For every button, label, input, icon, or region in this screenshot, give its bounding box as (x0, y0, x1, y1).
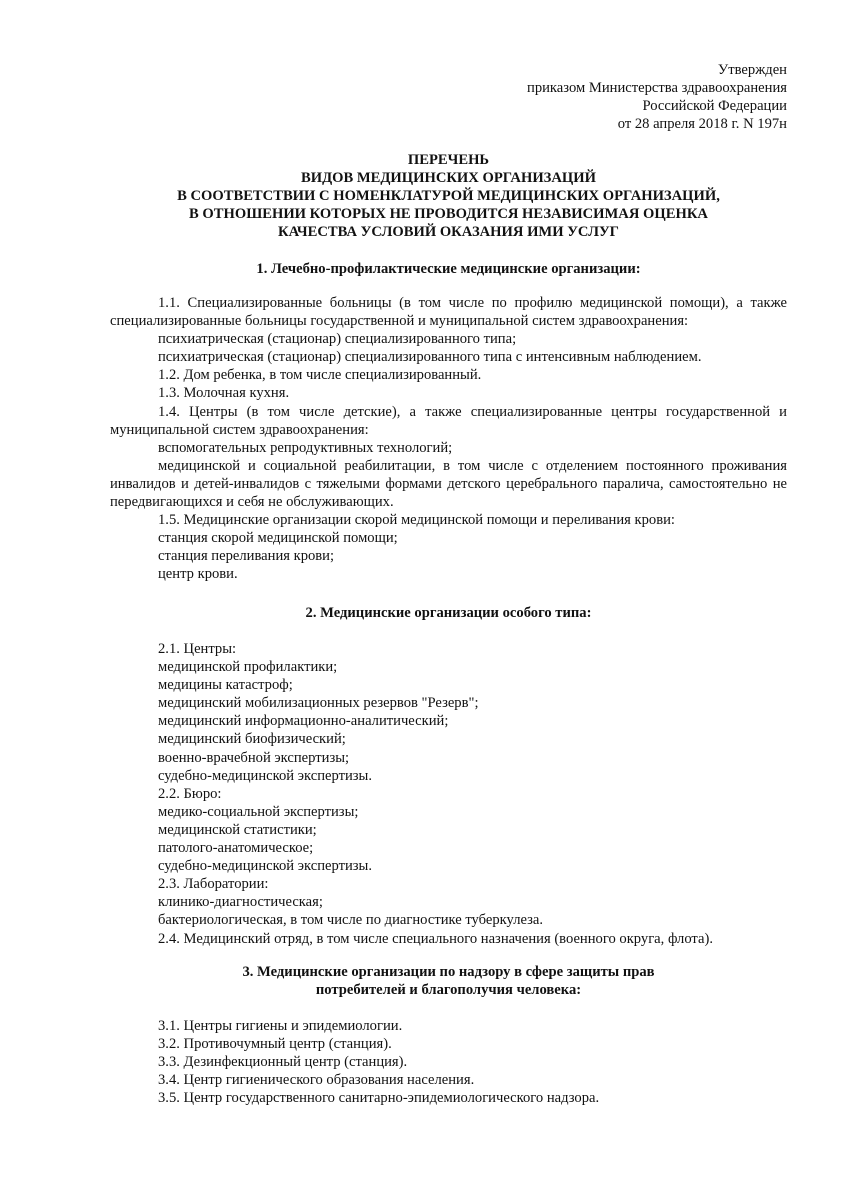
paragraph: медицинский информационно-аналитический; (158, 713, 449, 730)
paragraph: военно-врачебной экспертизы; (158, 749, 350, 766)
paragraph: центр крови. (158, 566, 238, 583)
paragraph: 1.5. Медицинские организации скорой медицинской помощи и переливания крови: (158, 512, 675, 529)
approval-line: Российской Федерации (642, 98, 787, 114)
paragraph: медицинской статистики; (158, 821, 317, 838)
paragraph: медицины катастроф; (158, 677, 293, 694)
paragraph: 2.4. Медицинский отряд, в том числе специального назначения (военного округа, флота). (158, 930, 713, 947)
section-heading: 1. Лечебно-профилактические медицинские организации: (256, 261, 641, 277)
paragraph: медико-социальной экспертизы; (158, 803, 359, 820)
title-line: ПЕРЕЧЕНЬ (407, 152, 490, 168)
paragraph: вспомогательных репродуктивных технологий; (158, 439, 453, 456)
paragraph: клинико-диагностическая; (158, 894, 323, 911)
paragraph: 3.2. Противочумный центр (станция). (158, 1036, 392, 1053)
paragraph: медицинской профилактики; (158, 659, 338, 676)
section-3 (110, 963, 787, 1107)
paragraph: судебно-медицинской экспертизы. (158, 858, 372, 875)
paragraph: 1.4. Центры (в том числе детские), а также специализированные центры государственной и муниципальной систем здравоохранения: (110, 403, 787, 438)
document-title (110, 151, 787, 241)
paragraph: 2.3. Лаборатории: (158, 876, 269, 893)
section-heading: 2. Медицинские организации особого типа: (305, 605, 592, 621)
paragraph: 1.1. Специализированные больницы (в том числе по профилю медицинской помощи), а также специализированные больницы государственной и муниципальной систем здравоохранения: (110, 295, 787, 330)
paragraph: психиатрическая (стационар) специализированного типа с интенсивным наблюдением. (158, 349, 702, 366)
approval-line: Утвержден (717, 62, 787, 78)
approval-line: от 28 апреля 2018 г. N 197н (617, 116, 787, 132)
paragraph: психиатрическая (стационар) специализированного типа; (158, 331, 517, 348)
paragraph: станция скорой медицинской помощи; (158, 530, 398, 547)
title-line: КАЧЕСТВА УСЛОВИЙ ОКАЗАНИЯ ИМИ УСЛУГ (278, 224, 619, 240)
section-heading: 3. Медицинские организации по надзору в сфере защиты прав (242, 964, 655, 980)
paragraph: медицинский биофизический; (158, 731, 346, 748)
title-line: В ОТНОШЕНИИ КОТОРЫХ НЕ ПРОВОДИТСЯ НЕЗАВИСИМАЯ ОЦЕНКА (189, 206, 708, 222)
paragraph: судебно-медицинской экспертизы. (158, 767, 372, 784)
paragraph: станция переливания крови; (158, 548, 335, 565)
paragraph: патолого-анатомическое; (158, 840, 314, 857)
section-2 (110, 604, 787, 948)
paragraph: бактериологическая, в том числе по диагностике туберкулеза. (158, 912, 544, 929)
paragraph: медицинский мобилизационных резервов "Резерв"; (158, 695, 479, 712)
paragraph: 3.1. Центры гигиены и эпидемиологии. (158, 1018, 403, 1034)
title-line: В СООТВЕТСТВИИ С НОМЕНКЛАТУРОЙ МЕДИЦИНСКИХ ОРГАНИЗАЦИЙ, (177, 188, 720, 204)
approval-line: приказом Министерства здравоохранения (527, 80, 787, 96)
paragraph: 3.4. Центр гигиенического образования населения. (158, 1072, 475, 1089)
title-line: ВИДОВ МЕДИЦИНСКИХ ОРГАНИЗАЦИЙ (301, 170, 596, 186)
paragraph: медицинской и социальной реабилитации, в том числе с отделением постоянного проживания инвалидов и детей-инвалидов с тяжелыми формами детского церебрального паралича, самостоятельно не передвигающихся и себя не обслуживающих. (110, 457, 787, 511)
paragraph: 1.3. Молочная кухня. (158, 385, 290, 402)
paragraph: 2.2. Бюро: (158, 785, 222, 802)
paragraph: 3.3. Дезинфекционный центр (станция). (158, 1054, 408, 1071)
paragraph: 1.2. Дом ребенка, в том числе специализированный. (158, 367, 482, 384)
section-1 (110, 260, 787, 584)
paragraph: 3.5. Центр государственного санитарно-эпидемиологического надзора. (158, 1090, 600, 1107)
approval-stamp (527, 61, 787, 133)
paragraph: 2.1. Центры: (158, 641, 237, 657)
section-heading: потребителей и благополучия человека: (315, 982, 582, 998)
